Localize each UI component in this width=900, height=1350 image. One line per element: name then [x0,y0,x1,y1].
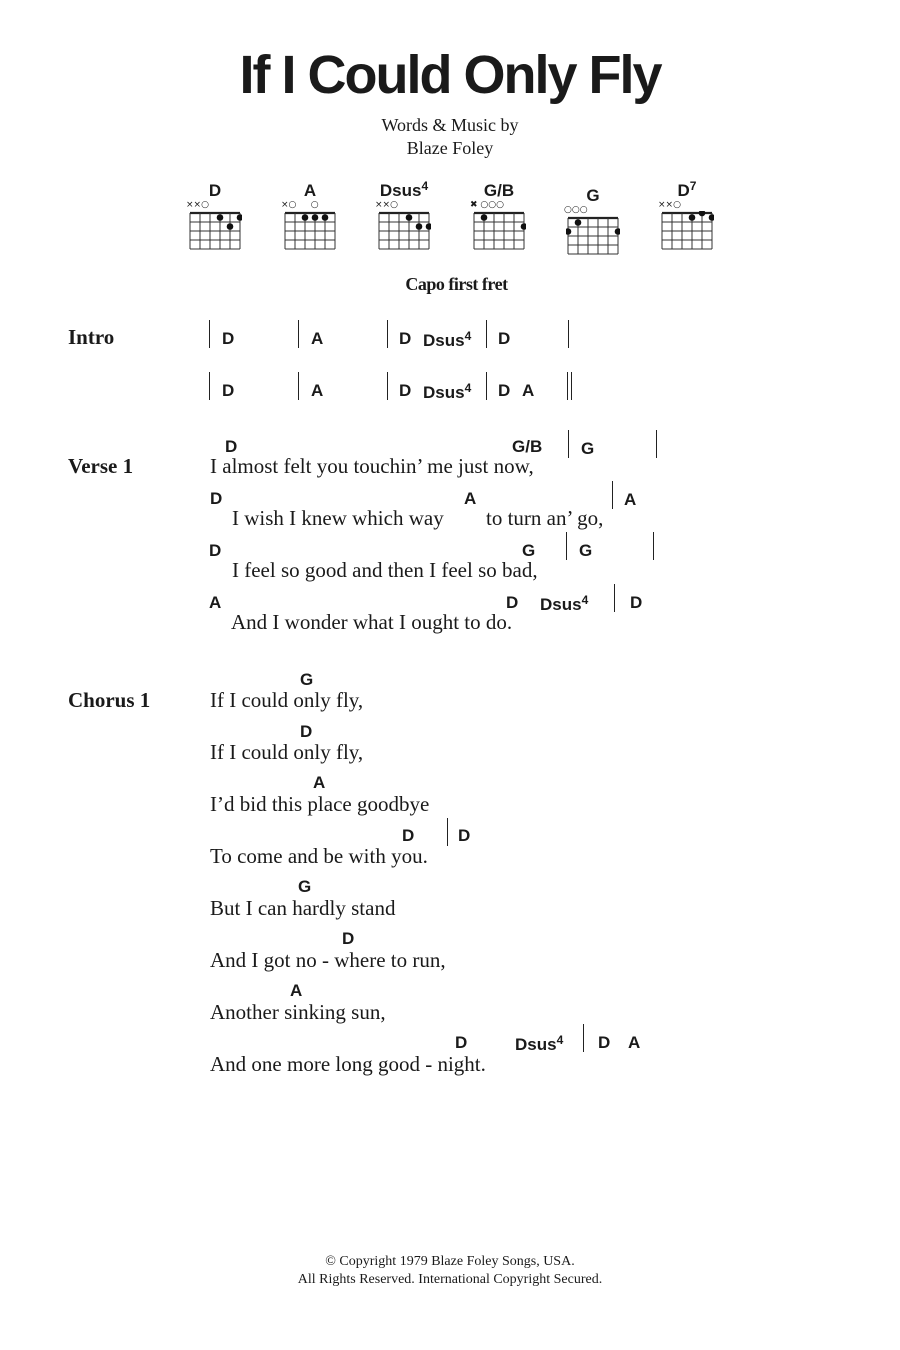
verse-chord: Dsus$^4$ [540,593,589,614]
finger-dot [575,219,582,226]
credits-line-2: Blaze Foley [406,138,494,158]
chord-diagram-open-muted-markers: ××○ [658,200,681,210]
lyric-line: But I can hardly stand [210,896,396,920]
final-double-barline [567,372,572,400]
verse-chord: G [579,541,593,560]
chorus-chord: A [313,773,326,792]
verse-chord: D [210,489,223,508]
verse-chord: G/B [512,437,543,456]
chord-diagram-open-muted-markers: ✖ ○○○ [470,200,504,210]
finger-dot [689,214,696,221]
credits-line-1: Words & Music by [381,115,519,135]
chord-diagram-grid [377,211,431,253]
verse-chord: D [630,593,643,612]
chord-diagram-grid [472,211,526,253]
chorus-chord: D [455,1033,468,1052]
lyric-line: And one more long good - night. [210,1052,486,1076]
intro-chord: D [498,381,511,400]
intro-chord: Dsus$^4$ [423,329,472,350]
finger-dot [322,214,329,221]
intro-chord: D [222,329,235,348]
finger-dot [426,223,431,230]
chorus-chord: D [458,826,471,845]
barline [656,430,657,458]
chord-diagram-grid [660,211,714,253]
barline [486,320,487,348]
lyric-line: And I wonder what I ought to do. [231,610,513,634]
barline [298,320,299,348]
chord-diagram-grid [566,216,620,258]
chorus-chord: Dsus$^4$ [515,1033,564,1054]
finger-dot [416,223,423,230]
chorus-chord: D [342,929,355,948]
lyric-line: to turn an’ go, [486,506,604,530]
chord-diagram-name: G [586,186,600,205]
chord-diagram-open-muted-markers: ○○○ [564,205,588,215]
finger-dot [302,214,309,221]
finger-dot [217,214,224,221]
lyric-line: And I got no - where to run, [210,948,446,972]
section-label-intro: Intro [68,325,115,349]
lyric-line: I feel so good and then I feel so bad, [232,558,538,582]
lyric-line: Another sinking sun, [210,1000,386,1024]
chorus-chord: G [298,877,312,896]
chorus-chord: D [402,826,415,845]
chord-diagram-open-muted-markers: ×○ ○ [281,200,319,210]
chord-diagram-name: Dsus$^4$ [379,179,429,200]
intro-chord: D [222,381,235,400]
lyric-line: I’d bid this place goodbye [210,792,430,816]
finger-dot [709,214,714,221]
verse-chord: A [209,593,222,612]
copyright-notice [0,1253,900,1289]
finger-dot [237,214,242,221]
copyright-line-2: All Rights Reserved. International Copyright Secured. [297,1272,603,1287]
chorus-chord: D [598,1033,611,1052]
chorus-chord: G [300,670,314,689]
barline [209,372,210,400]
finger-dot [699,211,706,216]
chord-diagram-open-muted-markers: ××○ [186,200,209,210]
capo-note: Capo first fret [405,274,508,294]
barline [653,532,654,560]
verse-chord: G [522,541,536,560]
barline [583,1024,584,1052]
barline [298,372,299,400]
lyric-line: I wish I knew which way [232,506,444,530]
chord-diagram-name: A [303,181,317,200]
finger-dot [615,228,620,235]
barline [568,430,569,458]
intro-chord: D [399,329,412,348]
lyric-line: To come and be with you. [210,844,428,868]
section-label-verse: Verse 1 [68,454,134,478]
chord-diagram-grid [188,211,242,253]
verse-chord: D [225,437,238,456]
finger-dot [521,223,526,230]
chorus-chord: D [300,722,313,741]
credits [0,114,900,160]
finger-dot [566,228,571,235]
chord-diagram-name: $D^7$ [677,179,697,200]
chord-diagram-name: G/B [483,181,515,200]
barline [486,372,487,400]
verse-chord: A [464,489,477,508]
chord-diagram-open-muted-markers: ××○ [375,200,398,210]
barline [566,532,567,560]
finger-dot [406,214,413,221]
verse-chord: D [506,593,519,612]
lyric-line: If I could only fly, [210,740,364,764]
intro-chord: Dsus$^4$ [423,381,472,402]
intro-chord: D [399,381,412,400]
verse-chord: G [581,439,595,458]
barline [568,320,569,348]
verse-chord: D [209,541,222,560]
intro-chord: A [311,381,324,400]
intro-chord: A [311,329,324,348]
chord-diagram-name: D [208,181,222,200]
lyric-line: I almost felt you touchin’ me just now, [210,454,534,478]
verse-chord: A [624,490,637,509]
barline [209,320,210,348]
finger-dot [312,214,319,221]
finger-dot [227,223,234,230]
barline [614,584,615,612]
barline [612,481,613,509]
barline [447,818,448,846]
barline [387,372,388,400]
song-title: If I Could Only Fly [239,45,661,105]
section-label-chorus: Chorus 1 [68,688,151,712]
barline [387,320,388,348]
chorus-chord: A [290,981,303,1000]
lyric-line: If I could only fly, [210,688,364,712]
chord-diagram-grid [283,211,337,253]
intro-chord: D [498,329,511,348]
chorus-chord: A [628,1033,641,1052]
intro-chord: A [522,381,535,400]
copyright-line-1: © Copyright 1979 Blaze Foley Songs, USA. [325,1254,575,1269]
finger-dot [481,214,488,221]
